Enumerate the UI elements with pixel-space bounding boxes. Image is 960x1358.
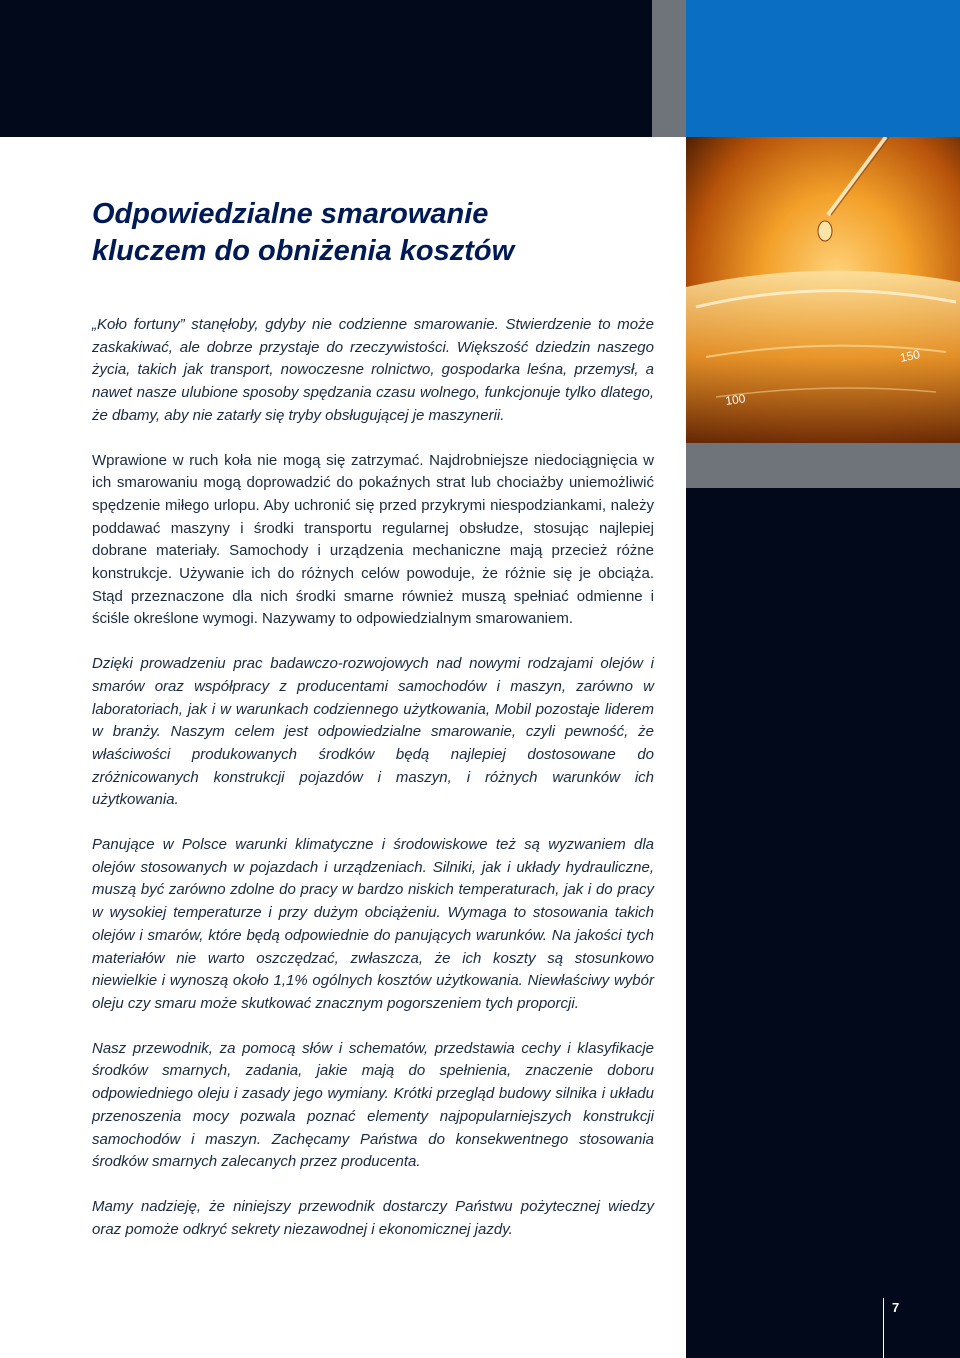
beaker-marking-100: 100 — [724, 391, 747, 408]
paragraph-6: Mamy nadzieję, że niniejszy przewodnik dostarczy Państwu pożytecznej wiedzy oraz pomoże odkryć sekrety niezawodnej i ekonomicznej jazdy. — [92, 1197, 654, 1238]
page-title — [92, 196, 654, 270]
paragraph-1: „Koło fortuny” stanęłoby, gdyby nie codzienne smarowanie. Stwierdzenie to może zaskakiwać, ale dobrze przystaje do rzeczywistości. Większość dziedzin naszego życia, takich jak transport, nowoczesne rolnictwo, gospodarka leśna, przemysł, a nawet nasze ulubione sposoby spędzania czasu wolnego, funkcjonuje tylko dlatego, że dbamy, aby nie zatarły się tryby obsługującej je maszynerii. — [92, 316, 654, 424]
article-body — [92, 196, 654, 1263]
page-title-line-2: kluczem do obniżenia kosztów — [92, 235, 515, 267]
top-blue-block — [686, 0, 960, 137]
paragraph-4: Panujące w Polsce warunki klimatyczne i środowiskowe też są wyzwaniem dla olejów stosowanych w pojazdach i urządzeniach. Silniki, jak i układy hydrauliczne, muszą być zarówno zdolne do pracy w bardzo niskich temperaturach, jak i do pracy w wysokiej temperaturze i przy dużym obciążeniu. Wymaga to stosowania takich olejów i smarów, które będą odpowiednie do panujących warunków. Na jakości tych materiałów nie warto oszczędzać, zwłaszcza, że ich koszty są stosunkowo niewielkie i wynoszą około 1,1% ogólnych kosztów użytkowania. Niewłaściwy wybór oleju czy smaru może skutkować znacznym pogorszeniem tych proporcji. — [92, 836, 654, 1012]
oil-dropper-photo — [686, 137, 960, 443]
page-title-line-1: Odpowiedzialne smarowanie — [92, 198, 489, 230]
gray-separator-bar — [686, 443, 960, 488]
top-gray-strip — [652, 0, 686, 137]
top-dark-band — [0, 0, 652, 137]
paragraph-5: Nasz przewodnik, za pomocą słów i schematów, przedstawia cechy i klasyfikacje środków smarnych, zadania, jakie mają do spełnienia, znaczenie doboru odpowiedniego oleju i zasady jego wymiany. Krótki przegląd budowy silnika i układu przenoszenia mocy pozwala poznać elementy najpopularniejszych konstrukcji samochodów i maszyn. Zachęcamy Państwa do konsekwentnego stosowania środków smarnych zalecanych przez producenta. — [92, 1039, 654, 1171]
page-number: 7 — [892, 1300, 900, 1315]
page-number-rule — [883, 1298, 884, 1358]
paragraph-2: Wprawione w ruch koła nie mogą się zatrzymać. Najdrobniejsze niedociągnięcia w ich smarowaniu mogą doprowadzić do pokaźnych strat lub chociażby uniemożliwić spędzenie miłego urlopu. Aby uchronić się przed przykrymi niespodziankami, należy poddawać maszyny i środki transportu regularnej obsłudze, stosując najlepiej dobrane materiały. Samochody i urządzenia mechaniczne mają przecież różne konstrukcje. Używanie ich do różnych celów powoduje, że różnie się je obciąża. Stąd przeznaczone dla nich środki smarne również muszą spełniać odmienne i ściśle określone wymogi. Nazywamy to odpowiedzialnym smarowaniem. — [92, 451, 654, 628]
paragraph-3: Dzięki prowadzeniu prac badawczo-rozwojowych nad nowymi rodzajami olejów i smarów oraz współpracy z producentami samochodów i maszyn, zarówno w laboratoriach, jak i w warunkach codziennego użytkowania, Mobil pozostaje liderem w branży. Naszym celem jest odpowiedzialne smarowanie, czyli pewność, że właściwości produkowanych środków będą najlepiej dostosowane do zróżnicowanych konstrukcji pojazdów i maszyn, i różnych warunków ich użytkowania. — [92, 655, 654, 809]
beaker-marking-150: 150 — [898, 347, 922, 365]
